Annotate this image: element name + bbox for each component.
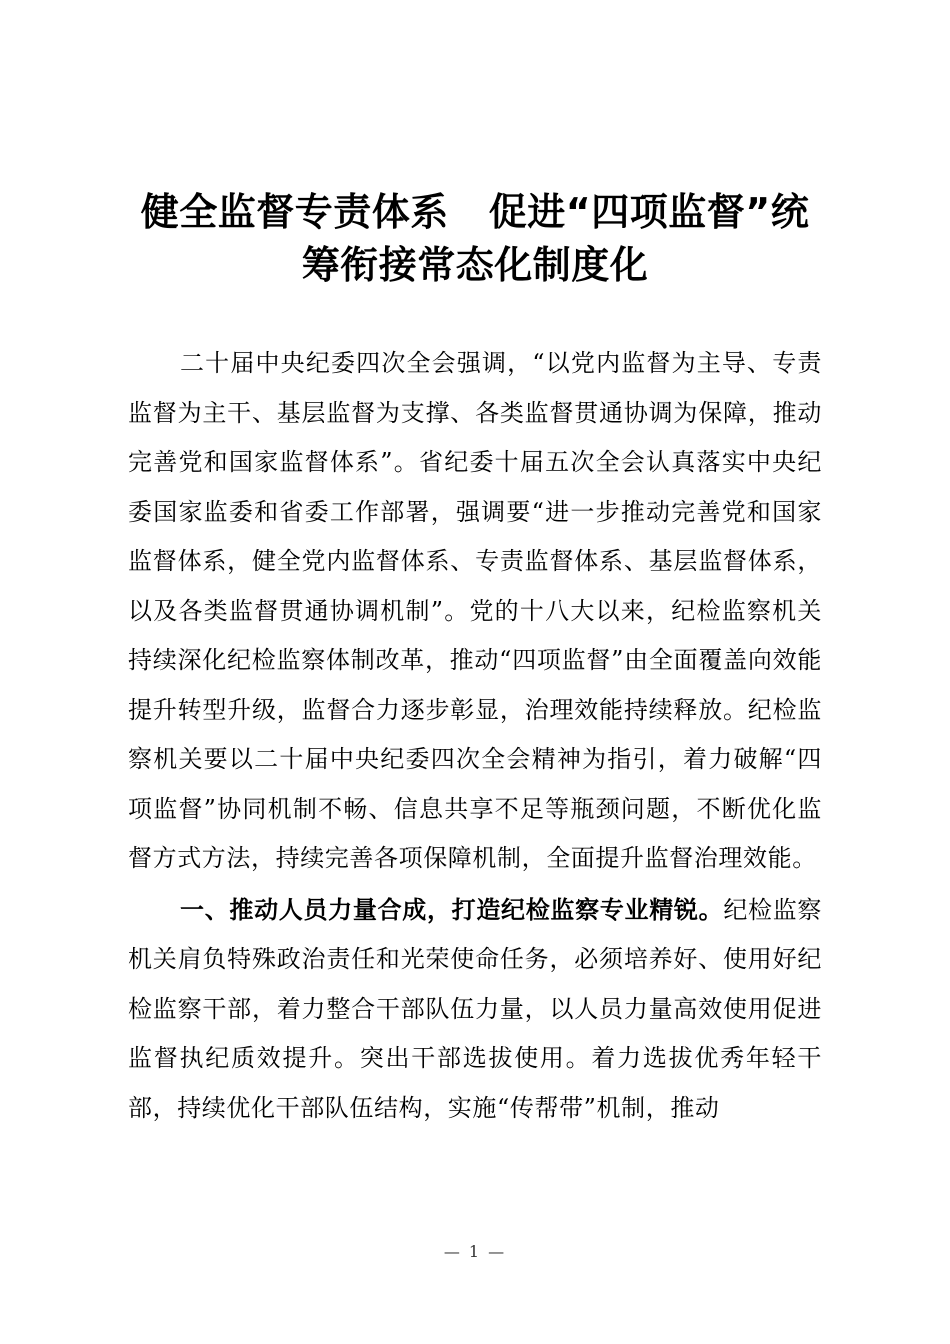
document-title [110, 186, 840, 292]
paragraph-section-1 [128, 886, 822, 1134]
section-1-heading: 一、推动人员力量合成，打造纪检监察专业精锐。 [180, 895, 724, 924]
page-number: — 1 — [443, 1242, 507, 1261]
title-line-1 [110, 186, 840, 239]
title-part-2: 促进“四项监督”统 [488, 190, 810, 234]
document-body [128, 339, 822, 1133]
section-1-text: 纪检监察机关肩负特殊政治责任和光荣使命任务，必须培养好、使用好纪检监察干部，着力整合干部队伍力量，以人员力量高效使用促进监督执纪质效提升。突出干部选拔使用。着力选拔优秀年轻干部，持续优化干部队伍结构，实施“传帮带”机制，推动 [128, 895, 822, 1122]
paragraph-intro [128, 339, 822, 884]
title-line-2: 筹衔接常态化制度化 [301, 243, 649, 287]
title-part-1: 健全监督专责体系 [140, 190, 449, 234]
paragraph-intro-text: 二十届中央纪委四次全会强调，“以党内监督为主导、专责监督为主干、基层监督为支撑、各类监督贯通协调为保障，推动完善党和国家监督体系”。省纪委十届五次全会认真落实中央纪委国家监委和省委工作部署，强调要“进一步推动完善党和国家监督体系，健全党内监督体系、专责监督体系、基层监督体系，以及各类监督贯通协调机制”。党的十八大以来，纪检监察机关持续深化纪检监察体制改革，推动“四项监督”由全面覆盖向效能提升转型升级，监督合力逐步彰显，治理效能持续释放。纪检监察机关要以二十届中央纪委四次全会精神为指引，着力破解“四项监督”协同机制不畅、信息共享不足等瓶颈问题，不断优化监督方式方法，持续完善各项保障机制，全面提升监督治理效能。 [128, 349, 822, 872]
